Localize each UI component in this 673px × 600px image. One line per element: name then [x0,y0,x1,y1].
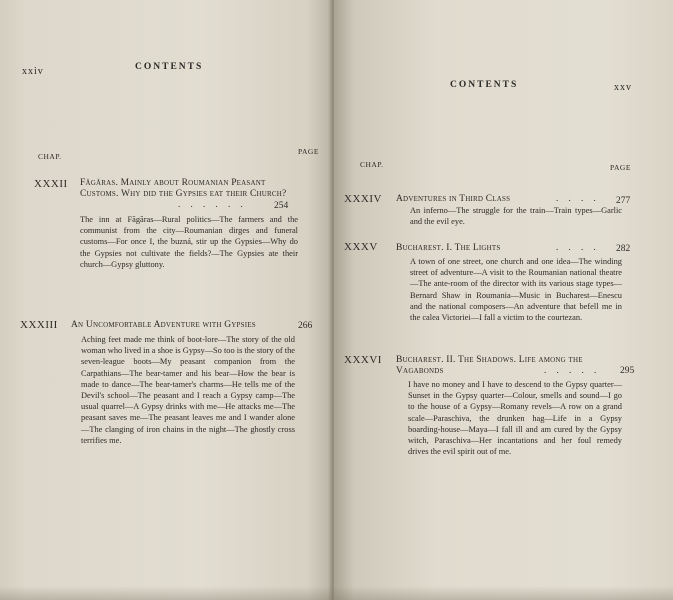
chapter-synopsis: A town of one street, one church and one idea—The winding street of adventure—A visit to the Roumanian national theatre—The ante-room of the director with its various stage types—Bernard Shaw in Roumania—Music in Bucharest—Enescu and the national composers—An adventure that befell me in the calea Victoriei—I fall a victim to the courtezan. [410,257,622,323]
left-col-page: PAGE [298,147,319,156]
left-col-chap: CHAP. [38,152,62,161]
chapter-numeral: XXXV [344,241,378,253]
chapter-page: 266 [298,321,313,331]
chapter-page: 282 [616,244,631,254]
leader-dots: . . . . [556,242,600,252]
right-page [334,0,673,600]
chapter-title: Făgăras. Mainly about Roumanian Peasant Customs. Why did the Gypsies eat their Church? [80,178,287,199]
chapter-synopsis: Aching feet made me think of boot-lore—The story of the old woman who lived in a shoe is Gypsy—So too is the story of the seven-league boots—My peasant companion from the Carpathians—The bear-tamer and his bear—How the bear is made to dance—The bear-tamer's charms—He tells me of the Devil's school—The peasant and I reach a Gypsy camp—The usual quarrel—A Gypsy drinks with me—He attacks me—The peasant saves me—The peasant leaves me and I wander alone—The clanging of iron chains in the night—The ghostly cross terrifies me. [81,335,295,445]
leader-dots: . . . . . [544,365,601,375]
left-running-head: CONTENTS [135,62,204,72]
right-col-chap: CHAP. [360,160,384,169]
chapter-page: 295 [620,366,635,376]
chapter-title: Bucharest. II. The Shadows. Life among the Vagabonds [396,355,583,376]
chapter-numeral: XXXVI [344,354,382,366]
right-running-head: CONTENTS [450,80,519,90]
chapter-numeral: XXXIV [344,193,382,205]
page-bottom-shadow [0,586,673,600]
chapter-numeral: XXXII [34,178,68,190]
chapter-synopsis: An inferno—The struggle for the train—Train types—Garlic and the evil eye. [410,206,622,227]
chapter-title: Bucharest. I. The Lights [396,243,501,253]
right-col-page: PAGE [610,163,631,172]
chapter-page: 277 [616,196,631,206]
left-folio: xxiv [22,66,44,77]
chapter-synopsis: I have no money and I have to descend to the Gypsy quarter—Sunset in the Gypsy quarter—Colour, smells and sound—I go to the house of a Gypsy—Romany revels—A row on a grand scale—Paraschiva, the drunken hag—Life in a Gypsy boarding-house—Maya—I fall ill and am cured by the Gypsy witch, Paraschiva—Her incantations and her foul remedy drives the evil spirit out of me. [408,380,622,457]
right-folio: xxv [614,82,632,93]
chapter-page: 254 [274,201,289,211]
chapter-numeral: XXXIII [20,319,58,331]
leader-dots: . . . . . . [178,199,247,209]
chapter-title: Adventures in Third Class [396,194,511,204]
chapter-synopsis: The inn at Făgăras—Rural politics—The farmers and the communist from the city—Roumanian dirges and funeral customs—For once I, the buzná, stir up the Gypsies—Why do the Gypsies not cultivate the fields?—The Gypsies ate their church—Gypsy gluttony. [80,215,298,269]
leader-dots: . . . . [556,193,600,203]
left-page [0,0,334,600]
chapter-title: An Uncomfortable Adventure with Gypsies [71,320,256,330]
